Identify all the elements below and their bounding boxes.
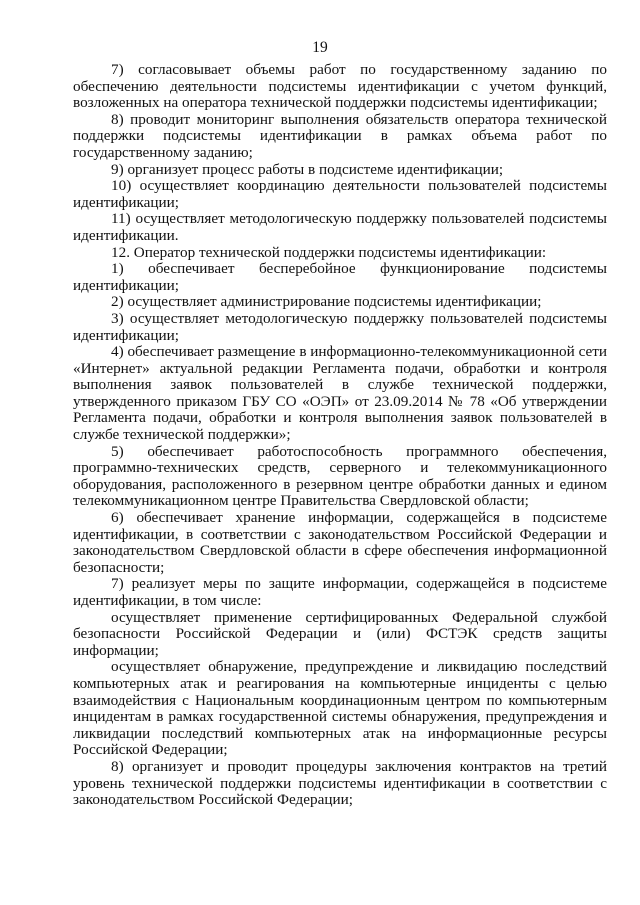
paragraph-item-5-software-operability: 5) обеспечивает работоспособность программного обеспечения, программно-технических средств, серверного и телекоммуникационного оборудования, расположенного в резервном центре обработки данных и едином телекоммуникационном центре Правительства Свердловской области;: [73, 442, 607, 510]
paragraph-item-6-data-storage: 6) обеспечивает хранение информации, содержащейся в подсистеме идентификации, в соответствии с законодательством Российской Федерации и законодательством Свердловской области в сфере обеспечения информационной безопасности;: [73, 509, 607, 576]
paragraph-item-9-organize-process: 9) организует процесс работы в подсистеме идентификации;: [111, 160, 504, 178]
paragraph-item-10-coordination: 10) осуществляет координацию деятельности пользователей подсистемы идентификации;: [73, 177, 607, 211]
paragraph-item-7-information-protection: 7) реализует меры по защите информации, содержащейся в подсистеме идентификации, в том числе:: [73, 575, 607, 609]
document-body: [73, 62, 607, 809]
paragraph-item-11-methodological-support: 11) осуществляет методологическую поддержку пользователей подсистемы идентификации.: [73, 210, 607, 244]
paragraph-item-1-uninterrupted-operation: 1) обеспечивает бесперебойное функционирование подсистемы идентификации;: [73, 260, 607, 294]
sub-paragraph-attack-detection: осуществляет обнаружение, предупреждение и ликвидацию последствий компьютерных атак и реагирования на компьютерные инциденты с целью взаимодействия с Национальным координационным центром по компьютерным инцидентам в рамках государственной системы обнаружения, предупреждения и ликвидации последствий компьютерных атак на информационные ресурсы Российской Федерации;: [73, 658, 607, 759]
paragraph-item-2-administration: 2) осуществляет администрирование подсистемы идентификации;: [111, 293, 542, 311]
paragraph-item-8-contracts: 8) организует и проводит процедуры заключения контрактов на третий уровень технической поддержки подсистемы идентификации в соответствии с законодательством Российской Федерации;: [73, 757, 607, 809]
paragraph-item-7-coordinate-work-volumes: 7) согласовывает объемы работ по государственному заданию по обеспечению деятельности подсистемы идентификации с учетом функций, возложенных на оператора технической поддержки подсистемы идентификации;: [73, 61, 607, 112]
paragraph-item-3-methodological-support: 3) осуществляет методологическую поддержку пользователей подсистемы идентификации;: [73, 309, 607, 344]
page-number: 19: [312, 39, 328, 56]
paragraph-item-8-monitoring: 8) проводит мониторинг выполнения обязательств оператора технической поддержки подсистемы идентификации в рамках объема работ по государственному заданию;: [73, 110, 607, 161]
section-12-heading: 12. Оператор технической поддержки подсистемы идентификации:: [111, 243, 547, 261]
sub-paragraph-certified-tools: осуществляет применение сертифицированных Федеральной службой безопасности Российской Федерации и (или) ФСТЭК средств защиты информации;: [73, 608, 607, 659]
paragraph-item-4-publish-regulation: 4) обеспечивает размещение в информационно-телекоммуникационной сети «Интернет» актуальной редакции Регламента подачи, обработки и контроля выполнения заявок пользователей в службе технической поддержки, утвержденного приказом ГБУ СО «ОЭП» от 23.09.2014 № 78 «Об утверждении Регламента подачи, обработки и контроля выполнения заявок пользователей в службе технической поддержки»;: [73, 343, 607, 444]
